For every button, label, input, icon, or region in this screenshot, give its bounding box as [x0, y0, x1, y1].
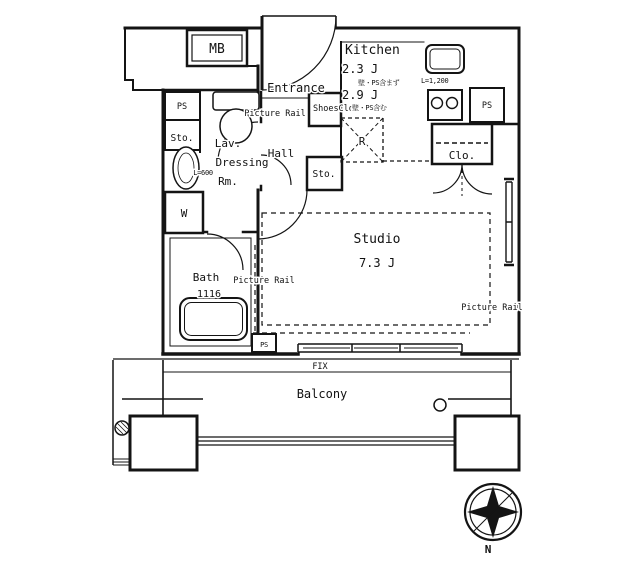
- washbasin-icon: [173, 147, 199, 189]
- studio-area-label: 7.3 J: [358, 256, 396, 270]
- stove-icon: [428, 90, 462, 120]
- counter-length-label: L=1,200: [421, 77, 449, 85]
- drain-icon: [434, 399, 446, 411]
- bath-door-arc: [207, 234, 243, 270]
- refrigerator-label: R: [358, 135, 366, 148]
- closet-label: Clo.: [448, 149, 476, 162]
- picture-rail-label-3: Picture Rail: [461, 303, 523, 313]
- hall-storage-label: Sto.: [312, 169, 336, 180]
- shoes-closet-label: ShoesClo.: [312, 104, 360, 114]
- balcony-partition-left: [122, 360, 203, 416]
- entrance-door-arc: [262, 16, 336, 90]
- basin-length-label: L=600: [193, 169, 213, 177]
- east-window: [504, 179, 514, 265]
- bath-label: Bath: [192, 271, 220, 284]
- pipe-space-right-label: PS: [481, 101, 493, 111]
- railing-stub-left: [113, 459, 130, 465]
- column-right: [455, 416, 519, 470]
- kitchen-sink-icon: [426, 45, 464, 73]
- kitchen-note-incl: 壁・PS含む: [352, 104, 387, 112]
- drain-pipe-icon: [115, 421, 129, 435]
- pipe-space-left-label: PS: [176, 102, 188, 112]
- balcony: [113, 359, 519, 470]
- bathtub-icon: [180, 298, 247, 340]
- washer-label: W: [180, 207, 188, 220]
- dressing-label-line2: Rm.: [218, 175, 238, 188]
- compass-rose-icon: [465, 484, 521, 540]
- picture-rail-label-1: Picture Rail: [244, 109, 306, 119]
- kitchen-area-incl: 2.9 J: [342, 88, 379, 102]
- pipe-space-bottom-label: PS: [260, 341, 268, 349]
- kitchen-area-excl: 2.3 J: [342, 62, 379, 76]
- lavatory-label: Lav.: [214, 137, 242, 150]
- dressing-label-line1: Dressing: [215, 156, 269, 169]
- closet-door-arc-right: [462, 164, 492, 194]
- balcony-label: Balcony: [296, 387, 348, 401]
- storage-left-label: Sto.: [170, 133, 194, 144]
- hall-label: Hall: [267, 147, 295, 160]
- railing: [197, 437, 455, 445]
- bath-module-label: 1116: [196, 289, 222, 300]
- entrance-label: Entrance: [267, 81, 325, 95]
- south-window-band: [298, 344, 462, 352]
- kitchen-label: Kitchen: [345, 43, 400, 58]
- windows: [298, 179, 514, 352]
- north-label: N: [484, 543, 492, 556]
- entrance-door-frame: [262, 16, 336, 28]
- closet-door-arc-left: [433, 164, 462, 193]
- studio-label: Studio: [353, 232, 401, 247]
- mail-box-label: MB: [209, 42, 225, 57]
- fix-window-label: FIX: [312, 362, 328, 372]
- studio-door-arc: [258, 190, 307, 239]
- picture-rail-line: [253, 213, 490, 333]
- balcony-partition-right: [448, 360, 511, 416]
- picture-rail-label-2: Picture Rail: [233, 276, 295, 286]
- kitchen-note-excl: 壁・PS含まず: [358, 79, 400, 87]
- column-left: [130, 416, 197, 470]
